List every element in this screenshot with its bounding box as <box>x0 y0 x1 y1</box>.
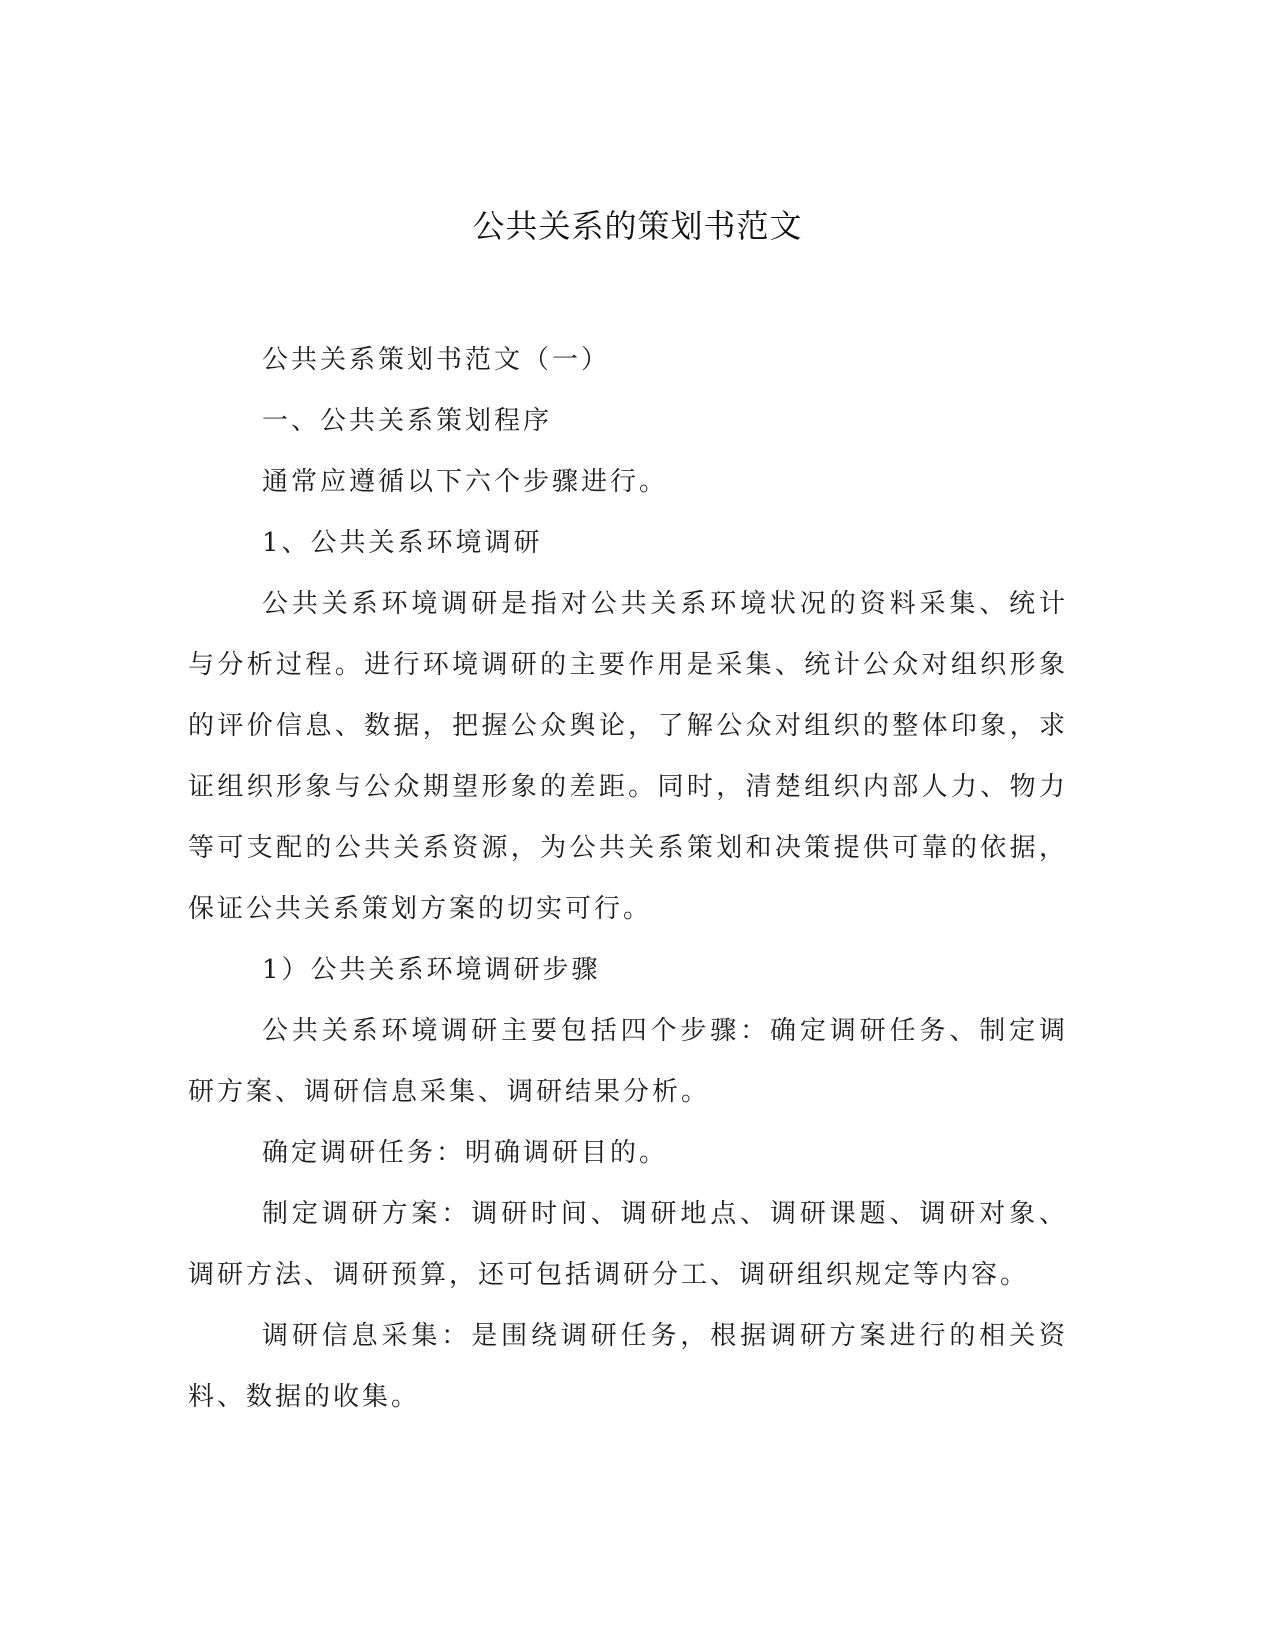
paragraph-research-plan: 制定调研方案：调研时间、调研地点、调研课题、调研对象、调研方法、调研预算，还可包括调研分工、调研组织规定等内容。 <box>188 1199 1068 1290</box>
paragraph-environment-research: 公共关系环境调研是指对公共关系环境状况的资料采集、统计与分析过程。进行环境调研的主要作用是采集、统计公众对组织形象的评价信息、数据，把握公众舆论，了解公众对组织的整体印象，求证组织形象与公众期望形象的差距。同时，清楚组织内部人力、物力等可支配的公共关系资源，为公共关系策划和决策提供可靠的依据，保证公共关系策划方案的切实可行。 <box>188 589 1068 924</box>
document-title: 公共关系的策划书范文 <box>472 207 803 245</box>
paragraph-steps-intro: 通常应遵循以下六个步骤进行。 <box>262 467 669 497</box>
paragraph-define-task: 确定调研任务：明确调研目的。 <box>262 1138 669 1168</box>
paragraph-research-steps-heading: 1）公共关系环境调研步骤 <box>262 955 601 985</box>
paragraph-info-collection: 调研信息采集：是围绕调研任务，根据调研方案进行的相关资料、数据的收集。 <box>188 1321 1068 1412</box>
paragraph-four-steps: 公共关系环境调研主要包括四个步骤：确定调研任务、制定调研方案、调研信息采集、调研结果分析。 <box>188 1016 1068 1107</box>
paragraph-step1-heading: 1、公共关系环境调研 <box>262 528 543 558</box>
paragraph-example-heading: 公共关系策划书范文（一） <box>262 345 611 375</box>
paragraph-section-heading: 一、公共关系策划程序 <box>262 406 553 436</box>
document-body <box>188 330 1068 1428</box>
